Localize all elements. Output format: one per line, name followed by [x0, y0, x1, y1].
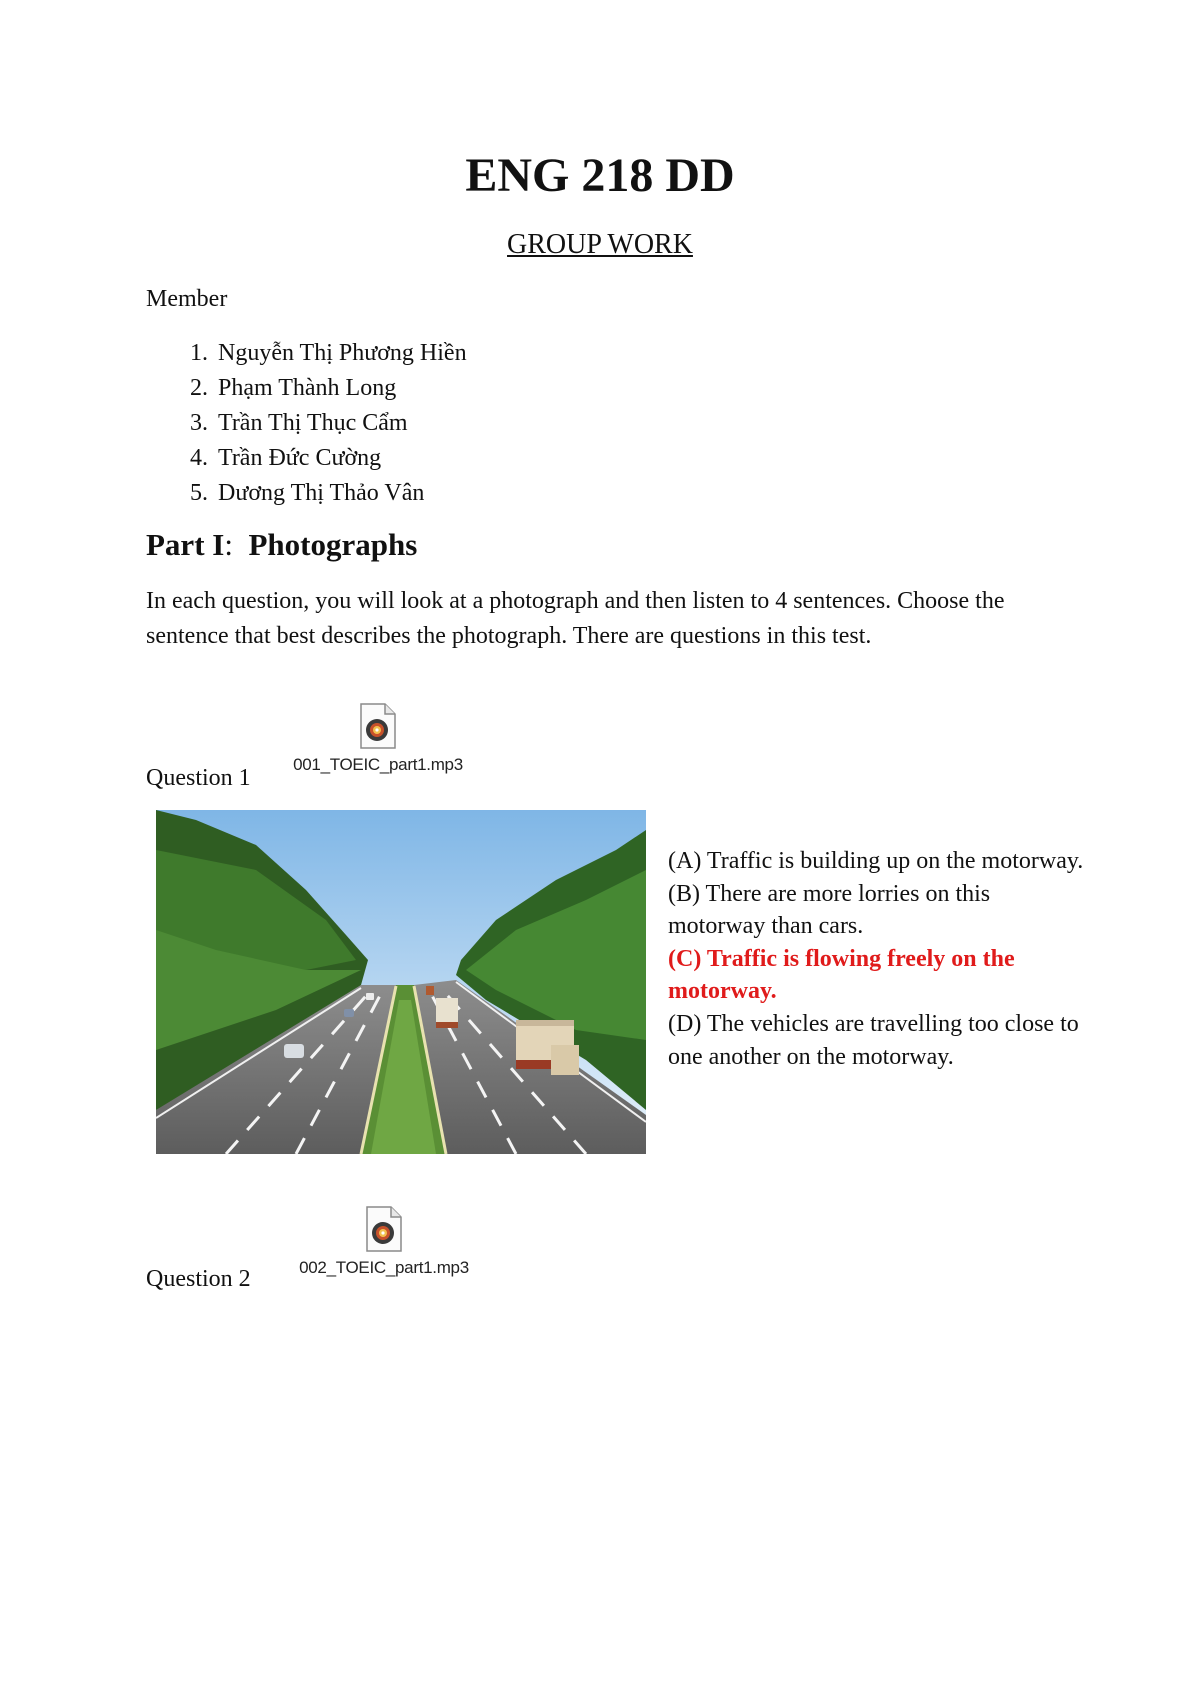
section-heading-part1	[146, 526, 417, 564]
member-number: 2.	[190, 375, 208, 401]
section-title: Photographs	[248, 527, 418, 562]
document-title: ENG 218 DD	[465, 149, 735, 202]
member-name: Phạm Thành Long	[218, 375, 397, 401]
document-subtitle: GROUP WORK	[507, 229, 693, 260]
audio-file-name: 002_TOEIC_part1.mp3	[299, 1258, 469, 1277]
answer-option-a: (A) Traffic is building up on the motorway.	[668, 848, 1084, 874]
list-item	[146, 441, 467, 476]
question-1-label: Question 1	[146, 765, 251, 791]
list-item	[146, 476, 467, 511]
question-2-label: Question 2	[146, 1266, 251, 1292]
audio-attachment-q2[interactable]	[284, 1206, 484, 1278]
member-label: Member	[146, 286, 228, 312]
section-separator: :	[224, 527, 233, 562]
member-number: 3.	[190, 410, 208, 436]
section-part-number: Part I	[146, 527, 225, 562]
motorway-photograph	[156, 810, 646, 1154]
question-1-answers	[668, 845, 1088, 1073]
audio-file-icon	[366, 1206, 402, 1252]
audio-file-name: 001_TOEIC_part1.mp3	[293, 755, 463, 774]
list-item	[146, 371, 467, 406]
member-name: Trần Đức Cường	[218, 445, 382, 471]
audio-file-icon	[360, 703, 396, 749]
answer-option-c-correct: (C) Traffic is flowing freely on the motorway.	[668, 945, 1015, 1005]
member-number: 1.	[190, 340, 208, 366]
member-name: Nguyễn Thị Phương Hiền	[218, 340, 467, 366]
list-item	[146, 406, 467, 441]
answer-option-d: (D) The vehicles are travelling too close to one another on the motorway.	[668, 1010, 1079, 1070]
audio-attachment-q1[interactable]	[278, 703, 478, 775]
member-number: 5.	[190, 480, 208, 506]
part1-instructions: In each question, you will look at a photograph and then listen to 4 sentences. Choose the sentence that best describes the photograph. There are questions in this test.	[146, 588, 1005, 649]
answer-option-b: (B) There are more lorries on this motorway than cars.	[668, 880, 991, 940]
list-item	[146, 336, 467, 371]
member-name: Trần Thị Thục Cẩm	[218, 410, 408, 436]
member-number: 4.	[190, 445, 208, 471]
member-list	[146, 336, 467, 511]
member-name: Dương Thị Thảo Vân	[218, 480, 425, 506]
